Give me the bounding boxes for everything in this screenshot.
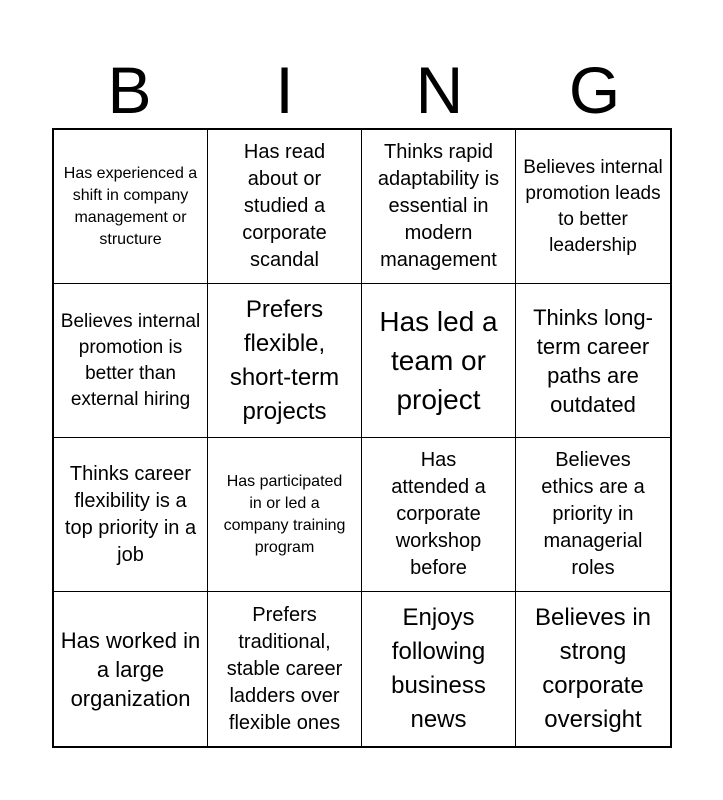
cell-text: Enjoys following business news — [391, 604, 486, 733]
cell-text: Thinks rapid adaptability is essential in modern management — [377, 141, 500, 271]
bingo-cell[interactable] — [516, 284, 670, 438]
cell-text: Believes internal promotion is better than external hiring — [60, 310, 201, 410]
cell-text: Prefers traditional, stable career ladders over flexible ones — [226, 603, 343, 734]
cell-text: Believes ethics are a priority in managerial roles — [541, 449, 645, 579]
cell-text: Has participated in or led a company training program — [223, 472, 346, 556]
bingo-cell[interactable] — [54, 130, 208, 284]
bingo-cell[interactable] — [54, 284, 208, 438]
cell-text: Prefers flexible, short-term projects — [229, 295, 340, 425]
bingo-cell[interactable] — [516, 130, 670, 284]
bingo-cell[interactable] — [362, 130, 516, 284]
header-letter-i: I — [275, 53, 294, 127]
header-letter-b: B — [107, 53, 152, 127]
header-letter-g: G — [568, 53, 621, 127]
bingo-cell[interactable] — [54, 438, 208, 592]
bingo-cell[interactable] — [516, 438, 670, 592]
bingo-header — [52, 52, 672, 128]
bingo-cell[interactable] — [516, 592, 670, 746]
cell-text: Believes in strong corporate oversight — [534, 604, 652, 733]
cell-text: Has read about or studied a corporate scandal — [242, 141, 327, 271]
bingo-cell[interactable] — [362, 438, 516, 592]
bingo-cell[interactable] — [208, 592, 362, 746]
cell-text: Has attended a corporate workshop before — [391, 449, 486, 579]
bingo-cell[interactable] — [54, 592, 208, 746]
bingo-cell[interactable] — [362, 284, 516, 438]
cell-text: Has worked in a large organization — [60, 627, 201, 711]
cell-text: Has experienced a shift in company management or structure — [63, 164, 198, 248]
header-letter-n: N — [415, 53, 464, 127]
cell-text: Believes internal promotion leads to better leadership — [523, 156, 663, 256]
bingo-grid — [52, 128, 672, 748]
cell-text: Thinks long-term career paths are outdated — [533, 304, 653, 417]
cell-text: Has led a team or project — [379, 306, 498, 415]
bingo-cell[interactable] — [208, 438, 362, 592]
bingo-cell[interactable] — [362, 592, 516, 746]
cell-text: Thinks career flexibility is a top priority in a job — [64, 462, 197, 566]
bingo-cell[interactable] — [208, 284, 362, 438]
bingo-cell[interactable] — [208, 130, 362, 284]
